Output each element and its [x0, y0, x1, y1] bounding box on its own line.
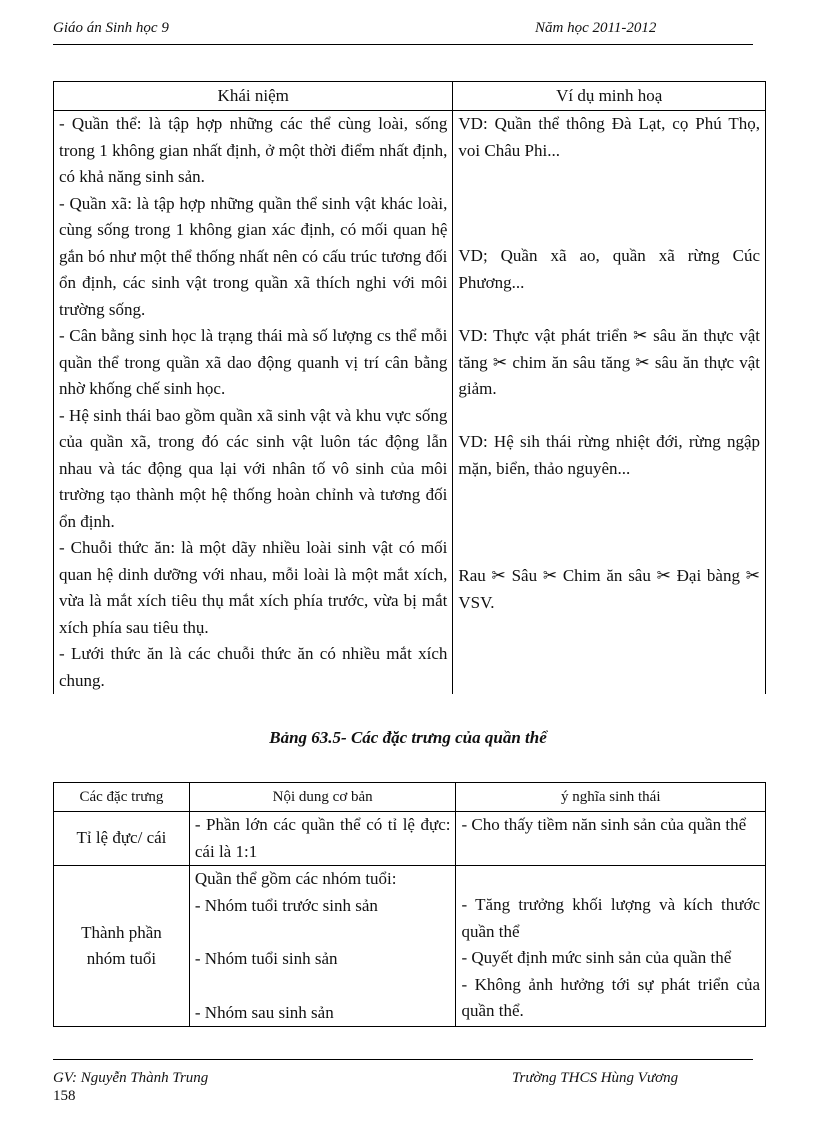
col-header-content: Nội dung cơ bản	[189, 783, 456, 812]
spacer	[195, 919, 451, 946]
concept-balance: - Cân bằng sinh học là trạng thái mà số lượng cs thể mỗi quần thể trong quần xã dao động quanh vị trí cân bằng nhờ khống chế sinh học.	[59, 326, 448, 398]
example-balance: VD: Thực vật phát triển ✂ sâu ăn thực vật tăng ✂ chim ăn sâu tăng ✂ sâu ăn thực vật giảm.	[458, 326, 760, 398]
concept-population: - Quần thể: là tập hợp những các thể cùng loài, sống trong 1 không gian nhất định, ở một thời điểm nhất định, có khả năng sinh sản.	[59, 114, 448, 186]
concept-food-chain: - Chuỗi thức ăn: là một dãy nhiều loài sinh vật có mối quan hệ dinh dưỡng với nhau, mỗi loài là một mắt xích, vừa là mắt xích tiêu thụ mắt xích phía trước, vừa bị mắt xích phía sau tiêu thụ.	[59, 538, 448, 637]
age-group-post-reproductive: - Nhóm sau sinh sản	[194, 1002, 334, 1022]
example-ecosystem: VD: Hệ sih thái rừng nhiệt đới, rừng ngập mặn, biển, thảo nguyên...	[458, 432, 760, 478]
table-caption: Bảng 63.5- Các đặc trưng của quần thể	[269, 728, 547, 747]
spacer	[195, 973, 451, 1000]
age-group-pre-reproductive: - Nhóm tuổi trước sinh sản	[194, 895, 378, 915]
concept-food-web: - Lưới thức ăn là các chuỗi thức ăn có nhiều mắt xích chung.	[59, 644, 448, 690]
meaning-post-reproductive: - Không ảnh hưởng tới sự phát triển của quần thể.	[461, 974, 760, 1020]
footer-author: GV: Nguyễn Thành Trung	[53, 1070, 209, 1086]
example-food-chain: Rau ✂ Sâu ✂ Chim ăn sâu ✂ Đại bàng ✂ VSV.	[458, 566, 760, 612]
meaning-age-structure	[456, 866, 766, 1027]
col-header-example: Ví dụ minh hoạ	[453, 82, 766, 111]
age-group-reproductive: - Nhóm tuổi sinh sản	[194, 949, 338, 968]
population-traits-table	[53, 782, 766, 1027]
col-header-feature: Các đặc trưng	[54, 783, 190, 812]
concepts-table	[53, 81, 766, 694]
meaning-sex-ratio: - Cho thấy tiềm năn sinh sản của quần thể	[456, 812, 766, 866]
content-sex-ratio: - Phần lớn các quần thể có tỉ lệ đực: cái là 1:1	[189, 812, 456, 866]
meaning-reproductive: - Quyết định mức sinh sản của quần thể	[461, 948, 732, 967]
header-rule	[53, 44, 753, 45]
header-left: Giáo án Sinh học 9	[53, 20, 169, 36]
example-population: VD: Quần thể thông Đà Lạt, cọ Phú Thọ, voi Châu Phi...	[458, 114, 760, 160]
page-number: 158	[53, 1088, 76, 1104]
example-community: VD; Quần xã ao, quần xã rừng Cúc Phương...	[458, 246, 760, 292]
col-header-concept: Khái niệm	[54, 82, 453, 111]
concept-community: - Quần xã: là tập hợp những quần thể sinh vật khác loài, cùng sống trong 1 không gian xác định, có mối quan hệ gắn bó như một thể thống nhất nên có cấu trúc tương đối ổn định, các sinh vật trong quần xã thích nghi với môi trường sống.	[59, 193, 448, 319]
concept-cell	[54, 111, 453, 695]
feature-sex-ratio: Tỉ lệ đực/ cái	[54, 812, 190, 866]
content-age-structure	[189, 866, 456, 1027]
age-groups-intro: Quần thể gồm các nhóm tuổi:	[194, 869, 397, 888]
spacer	[461, 866, 760, 892]
meaning-pre-reproductive: - Tăng trưởng khối lượng và kích thước quần thể	[461, 895, 760, 941]
feature-age-structure: Thành phần nhóm tuổi	[54, 866, 190, 1027]
footer-rule	[53, 1059, 753, 1060]
header-right: Năm học 2011-2012	[535, 20, 657, 36]
concept-ecosystem: - Hệ sinh thái bao gồm quần xã sinh vật và khu vực sống của quần xã, trong đó các sinh vật luôn tác động lẫn nhau và tác động qua lại với nhân tố vô sinh của môi trường tạo thành một hệ thống hoàn chỉnh và tương đối ổn định.	[59, 405, 448, 531]
example-cell	[453, 111, 766, 695]
footer-school: Trường THCS Hùng Vương	[512, 1070, 679, 1086]
col-header-meaning: ý nghĩa sinh thái	[456, 783, 766, 812]
